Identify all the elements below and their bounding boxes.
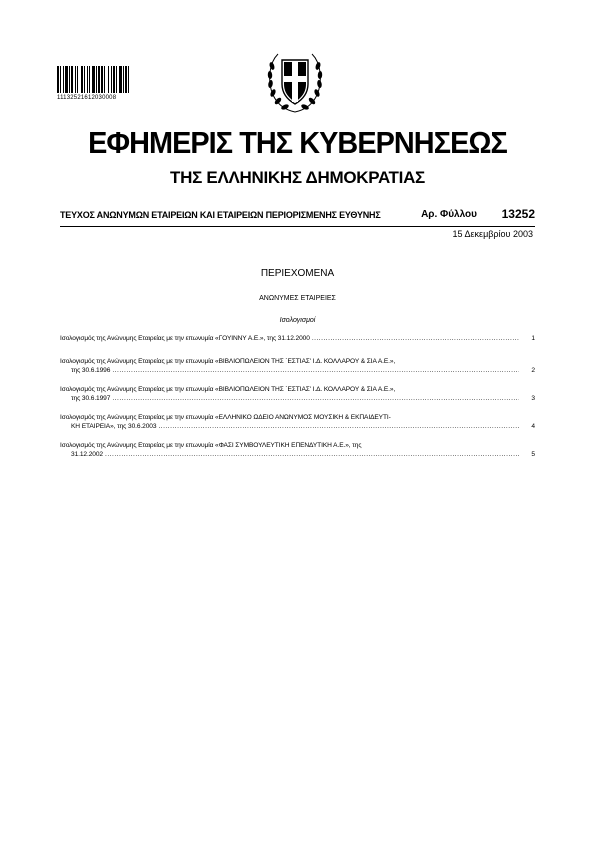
toc-entry-text: Ισολογισμός της Ανώνυμης Εταιρείας με την επωνυμία «ΦΑΣΙ ΣΥΜΒΟΥΛΕΥΤΙΚΗ ΕΠΕΝΔΥΤΙΚΗ Α.Ε.», της bbox=[60, 442, 362, 449]
toc-entry-text-continued: της 30.6.1997 bbox=[71, 395, 111, 402]
toc-leader bbox=[105, 450, 519, 459]
barcode-digits: 11132521612030008 bbox=[57, 95, 117, 101]
toc-entry-text: Ισολογισμός της Ανώνυμης Εταιρείας με την επωνυμία «ΓΟΥΙΝΝΥ Α.Ε.», της 31.12.2000 bbox=[60, 335, 310, 342]
issue-date: 15 Δεκεμβρίου 2003 bbox=[452, 229, 533, 239]
toc-entry-text: Ισολογισμός της Ανώνυμης Εταιρείας με την επωνυμία «ΕΛΛΗΝΙΚΟ ΩΔΕΙΟ ΑΝΩΝΥΜΟΣ ΜΟΥΣΙΚΗ & ΕΚΠΑΙΔΕΥΤΙ- bbox=[60, 414, 391, 421]
section-heading: ΑΝΩΝΥΜΕΣ ΕΤΑΙΡΕΙΕΣ bbox=[259, 295, 336, 302]
toc-entry-text-continued: 31.12.2002 bbox=[71, 451, 104, 458]
toc-leader bbox=[158, 422, 519, 431]
toc-page-number: 3 bbox=[531, 395, 535, 402]
contents-heading: ΠΕΡΙΕΧΟΜΕΝΑ bbox=[260, 268, 335, 279]
toc-entry-text-continued: της 30.6.1996 bbox=[71, 367, 111, 374]
toc-page-number: 1 bbox=[531, 335, 535, 342]
issue-row bbox=[60, 208, 535, 224]
toc-entry[interactable] bbox=[60, 413, 535, 431]
toc-entry-text: Ισολογισμός της Ανώνυμης Εταιρείας με την επωνυμία «ΒΙΒΛΙΟΠΩΛΕΙΟΝ ΤΗΣ `ΕΣΤΙΑΣ' Ι.Δ. ΚΟΛΛΑΡΟΥ & ΣΙΑ Α.Ε.», bbox=[60, 358, 396, 365]
table-of-contents bbox=[60, 334, 535, 459]
greek-coat-of-arms-emblem bbox=[262, 48, 328, 116]
toc-entry[interactable] bbox=[60, 385, 535, 403]
header-rule bbox=[60, 226, 535, 227]
toc-page-number: 4 bbox=[531, 423, 535, 430]
toc-entry[interactable] bbox=[60, 334, 535, 343]
toc-leader bbox=[112, 366, 519, 375]
issue-series: ΤΕΥΧΟΣ ΑΝΩΝΥΜΩΝ ΕΤΑΙΡΕΙΩΝ ΚΑΙ ΕΤΑΙΡΕΙΩΝ ΠΕΡΙΟΡΙΣΜΕΝΗΣ ΕΥΘΥΝΗΣ bbox=[60, 210, 381, 220]
issue-number-label: Αρ. Φύλλου bbox=[421, 209, 477, 220]
toc-entry-text-continued: ΚΗ ΕΤΑΙΡΕΙΑ», της 30.6.2003 bbox=[71, 423, 157, 430]
toc-page-number: 2 bbox=[531, 367, 535, 374]
toc-page-number: 5 bbox=[531, 451, 535, 458]
toc-entry[interactable] bbox=[60, 441, 535, 459]
toc-entry-text: Ισολογισμός της Ανώνυμης Εταιρείας με την επωνυμία «ΒΙΒΛΙΟΠΩΛΕΙΟΝ ΤΗΣ `ΕΣΤΙΑΣ' Ι.Δ. ΚΟΛΛΑΡΟΥ & ΣΙΑ Α.Ε.», bbox=[60, 386, 396, 393]
toc-entry[interactable] bbox=[60, 357, 535, 375]
barcode bbox=[57, 66, 159, 93]
toc-leader bbox=[312, 334, 519, 343]
subsection-heading: Ισολογισμοί bbox=[279, 317, 316, 324]
gazette-subtitle: ΤΗΣ ΕΛΛΗΝΙΚΗΣ ΔΗΜΟΚΡΑΤΙΑΣ bbox=[170, 168, 425, 187]
gazette-title: ΕΦΗΜΕΡΙΣ ΤΗΣ ΚΥΒΕΡΝΗΣΕΩΣ bbox=[88, 125, 507, 160]
issue-number: 13252 bbox=[501, 207, 535, 221]
toc-leader bbox=[112, 394, 519, 403]
